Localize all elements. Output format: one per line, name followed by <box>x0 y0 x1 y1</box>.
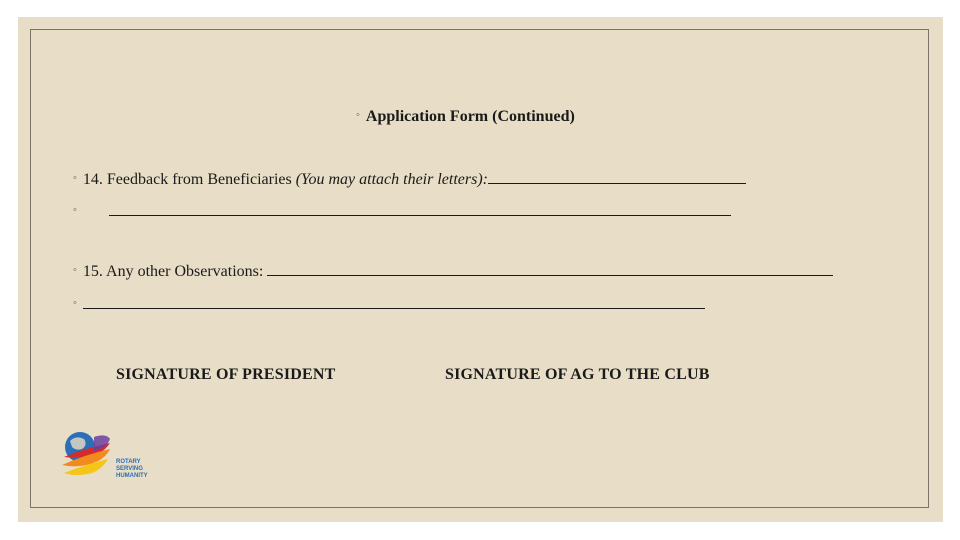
item-14-continuation <box>73 201 731 222</box>
slide <box>18 17 943 522</box>
bullet-icon: ◦ <box>73 264 77 277</box>
bullet-icon: ◦ <box>73 172 77 185</box>
item-14-blank-line-2[interactable] <box>109 201 731 216</box>
form-title <box>356 107 575 127</box>
form-title-text: Application Form (Continued) <box>365 108 575 125</box>
svg-text:HUMANITY: HUMANITY <box>116 473 148 479</box>
item-14-italic-note: (You may attach their letters): <box>295 171 488 188</box>
svg-text:ROTARY: ROTARY <box>116 459 141 465</box>
rotary-serving-humanity-logo <box>58 427 158 483</box>
item-14-line <box>73 169 746 190</box>
item-14-label: 14. Feedback from Beneficiaries <box>82 171 296 188</box>
item-14-blank-line[interactable] <box>488 169 746 184</box>
item-15-continuation <box>73 294 705 315</box>
item-15-blank-line-2[interactable] <box>83 294 705 309</box>
bullet-icon: ◦ <box>356 109 360 122</box>
bullet-icon: ◦ <box>73 204 77 217</box>
bullet-icon: ◦ <box>73 297 77 310</box>
svg-text:SERVING: SERVING <box>116 466 143 472</box>
item-15-blank-line[interactable] <box>267 261 833 276</box>
ag-signature-label: SIGNATURE OF AG TO THE CLUB <box>445 366 710 383</box>
item-15-label: 15. Any other Observations: <box>82 263 264 280</box>
president-signature-label: SIGNATURE OF PRESIDENT <box>116 366 336 383</box>
item-15-line <box>73 261 833 282</box>
